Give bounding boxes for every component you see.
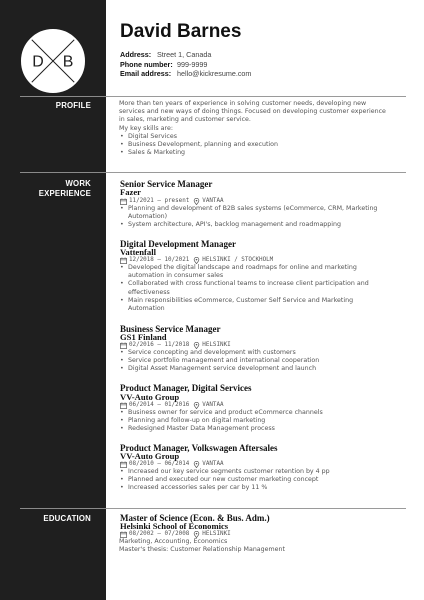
education-line: Marketing, Accounting, Economics (119, 538, 228, 545)
job-dates: 08/2010 – 06/2014 (129, 461, 190, 467)
bullet-line: • System architecture, API's, backlog management and roadmapping (128, 221, 342, 229)
skills-list (119, 133, 403, 158)
job-dates: 11/2021 – present (129, 198, 190, 204)
calendar-icon (120, 531, 127, 538)
job-bullet: • Planning and follow-up on digital marketing (119, 417, 403, 425)
location-pin-icon (193, 531, 200, 538)
job-dates: 12/2018 – 10/2021 (129, 257, 190, 263)
job-meta (120, 197, 224, 205)
education-location: HELSINKI (202, 531, 231, 537)
job-dates: 02/2016 – 11/2018 (129, 342, 190, 348)
location-pin-icon (193, 198, 200, 205)
job-location: VANTAA (202, 198, 224, 204)
job-bullet (119, 264, 403, 280)
bullet-line: • Developed the digital landscape and roadmaps for online and marketing (128, 264, 357, 271)
bullet-line: effectiveness (128, 288, 170, 296)
summary-line: in sales, marketing and customer service. (119, 116, 251, 124)
address-value: Street 1, Canada (157, 50, 212, 59)
logo-letter-d: D (32, 53, 44, 71)
education-degree: Master of Science (Econ. & Bus. Adm.) (120, 513, 270, 523)
job-dates: 06/2014 – 01/2016 (129, 402, 190, 408)
job-bullet: • Digital Asset Management service development and launch (119, 365, 403, 373)
job-bullets (119, 468, 403, 493)
job-meta (120, 256, 273, 264)
bullet-line: Automation) (128, 213, 168, 221)
logo-letter-b: B (62, 53, 74, 71)
contact-email (120, 69, 251, 78)
job-bullet: • Increased our key service segments customer retention by 4 pp (119, 468, 403, 476)
skill-item: • Digital Services (119, 133, 403, 141)
job-title: Product Manager, Volkswagen Aftersales (120, 443, 278, 453)
job-bullet: • Planned and executed our new customer marketing concept (119, 476, 403, 484)
work-label-line: EXPERIENCE (38, 189, 91, 198)
summary-line: More than ten years of experience in solving customer needs, developing new (119, 100, 367, 107)
email-value[interactable]: hello@kickresume.com (177, 69, 252, 78)
job-company: VV-Auto Group (120, 392, 180, 402)
bullet-line: • Collaborated with cross functional teams to increase client participation and (128, 280, 369, 288)
bullet-line: • Planning and development of B2B sales systems (eCommerce, CRM, Marketing (128, 205, 378, 212)
calendar-icon (120, 402, 127, 409)
location-pin-icon (193, 461, 200, 468)
job-bullet: • Increased accessories sales per car by 11 % (119, 484, 403, 492)
calendar-icon (120, 461, 127, 468)
phone-value: 999-9999 (177, 60, 208, 69)
job-bullet: • Service portfolio management and international cooperation (119, 357, 403, 365)
job-bullet (119, 205, 403, 221)
bullet-line: • Main responsibilities eCommerce, Customer Self Service and Marketing (128, 296, 354, 304)
education-line: Master's thesis: Customer Relationship Management (119, 546, 286, 554)
bullet-line: automation in consumer sales (128, 272, 224, 280)
job-location: HELSINKI (202, 342, 231, 348)
job-bullet (119, 221, 403, 229)
job-meta (120, 460, 224, 468)
job-bullet: • Redesigned Master Data Management process (119, 425, 403, 433)
location-pin-icon (193, 342, 200, 349)
job-bullet (119, 280, 403, 296)
job-bullets (119, 264, 403, 313)
job-company: VV-Auto Group (120, 451, 180, 461)
profile-section-label: PROFILE (55, 101, 91, 110)
work-divider (20, 172, 406, 173)
bullet-line: Automation (128, 305, 165, 313)
job-company: GS1 Finland (120, 332, 167, 342)
calendar-icon (120, 198, 127, 205)
job-title: Senior Service Manager (120, 179, 213, 189)
profile-summary (119, 100, 403, 133)
calendar-icon (120, 257, 127, 264)
monogram-logo (21, 29, 85, 93)
summary-line: My key skills are: (119, 124, 173, 132)
candidate-name: David Barnes (120, 21, 242, 42)
job-bullets (119, 205, 403, 230)
education-divider (20, 508, 406, 509)
job-title: Business Service Manager (120, 324, 221, 334)
contact-address (120, 50, 211, 59)
job-bullet: • Business owner for service and product eCommerce channels (119, 409, 403, 417)
phone-label: Phone number: (120, 60, 173, 69)
email-label: Email address: (120, 69, 172, 78)
location-pin-icon (193, 402, 200, 409)
monogram-icon (23, 31, 83, 91)
education-dates: 08/2002 – 07/2008 (129, 531, 190, 537)
profile-divider (20, 96, 406, 97)
job-location: VANTAA (202, 461, 224, 467)
job-company: Fazer (120, 187, 141, 197)
address-label: Address: (120, 50, 152, 59)
location-pin-icon (193, 257, 200, 264)
contact-phone (120, 60, 207, 69)
education-details (119, 538, 403, 554)
job-bullets (119, 349, 403, 374)
job-title: Digital Development Manager (120, 239, 236, 249)
calendar-icon (120, 342, 127, 349)
education-meta (120, 530, 231, 538)
job-meta (120, 341, 231, 349)
job-title: Product Manager, Digital Services (120, 383, 252, 393)
job-company: Vattenfall (120, 247, 156, 257)
work-label-line: WORK (65, 179, 91, 188)
summary-line: services and new ways of doing things. Focused on developing customer experience (119, 108, 386, 116)
skill-item: • Business Development, planning and execution (119, 141, 403, 149)
education-section-label: EDUCATION (43, 514, 91, 523)
skill-item: • Sales & Marketing (119, 149, 403, 157)
job-meta (120, 401, 224, 409)
education-school: Helsinki School of Economics (120, 521, 229, 531)
job-bullets (119, 409, 403, 434)
job-bullet: • Service concepting and development with customers (119, 349, 403, 357)
work-section-label (14, 179, 91, 199)
job-bullet (119, 297, 403, 313)
job-location: HELSINKI / STOCKHOLM (202, 257, 274, 263)
job-location: VANTAA (202, 402, 224, 408)
